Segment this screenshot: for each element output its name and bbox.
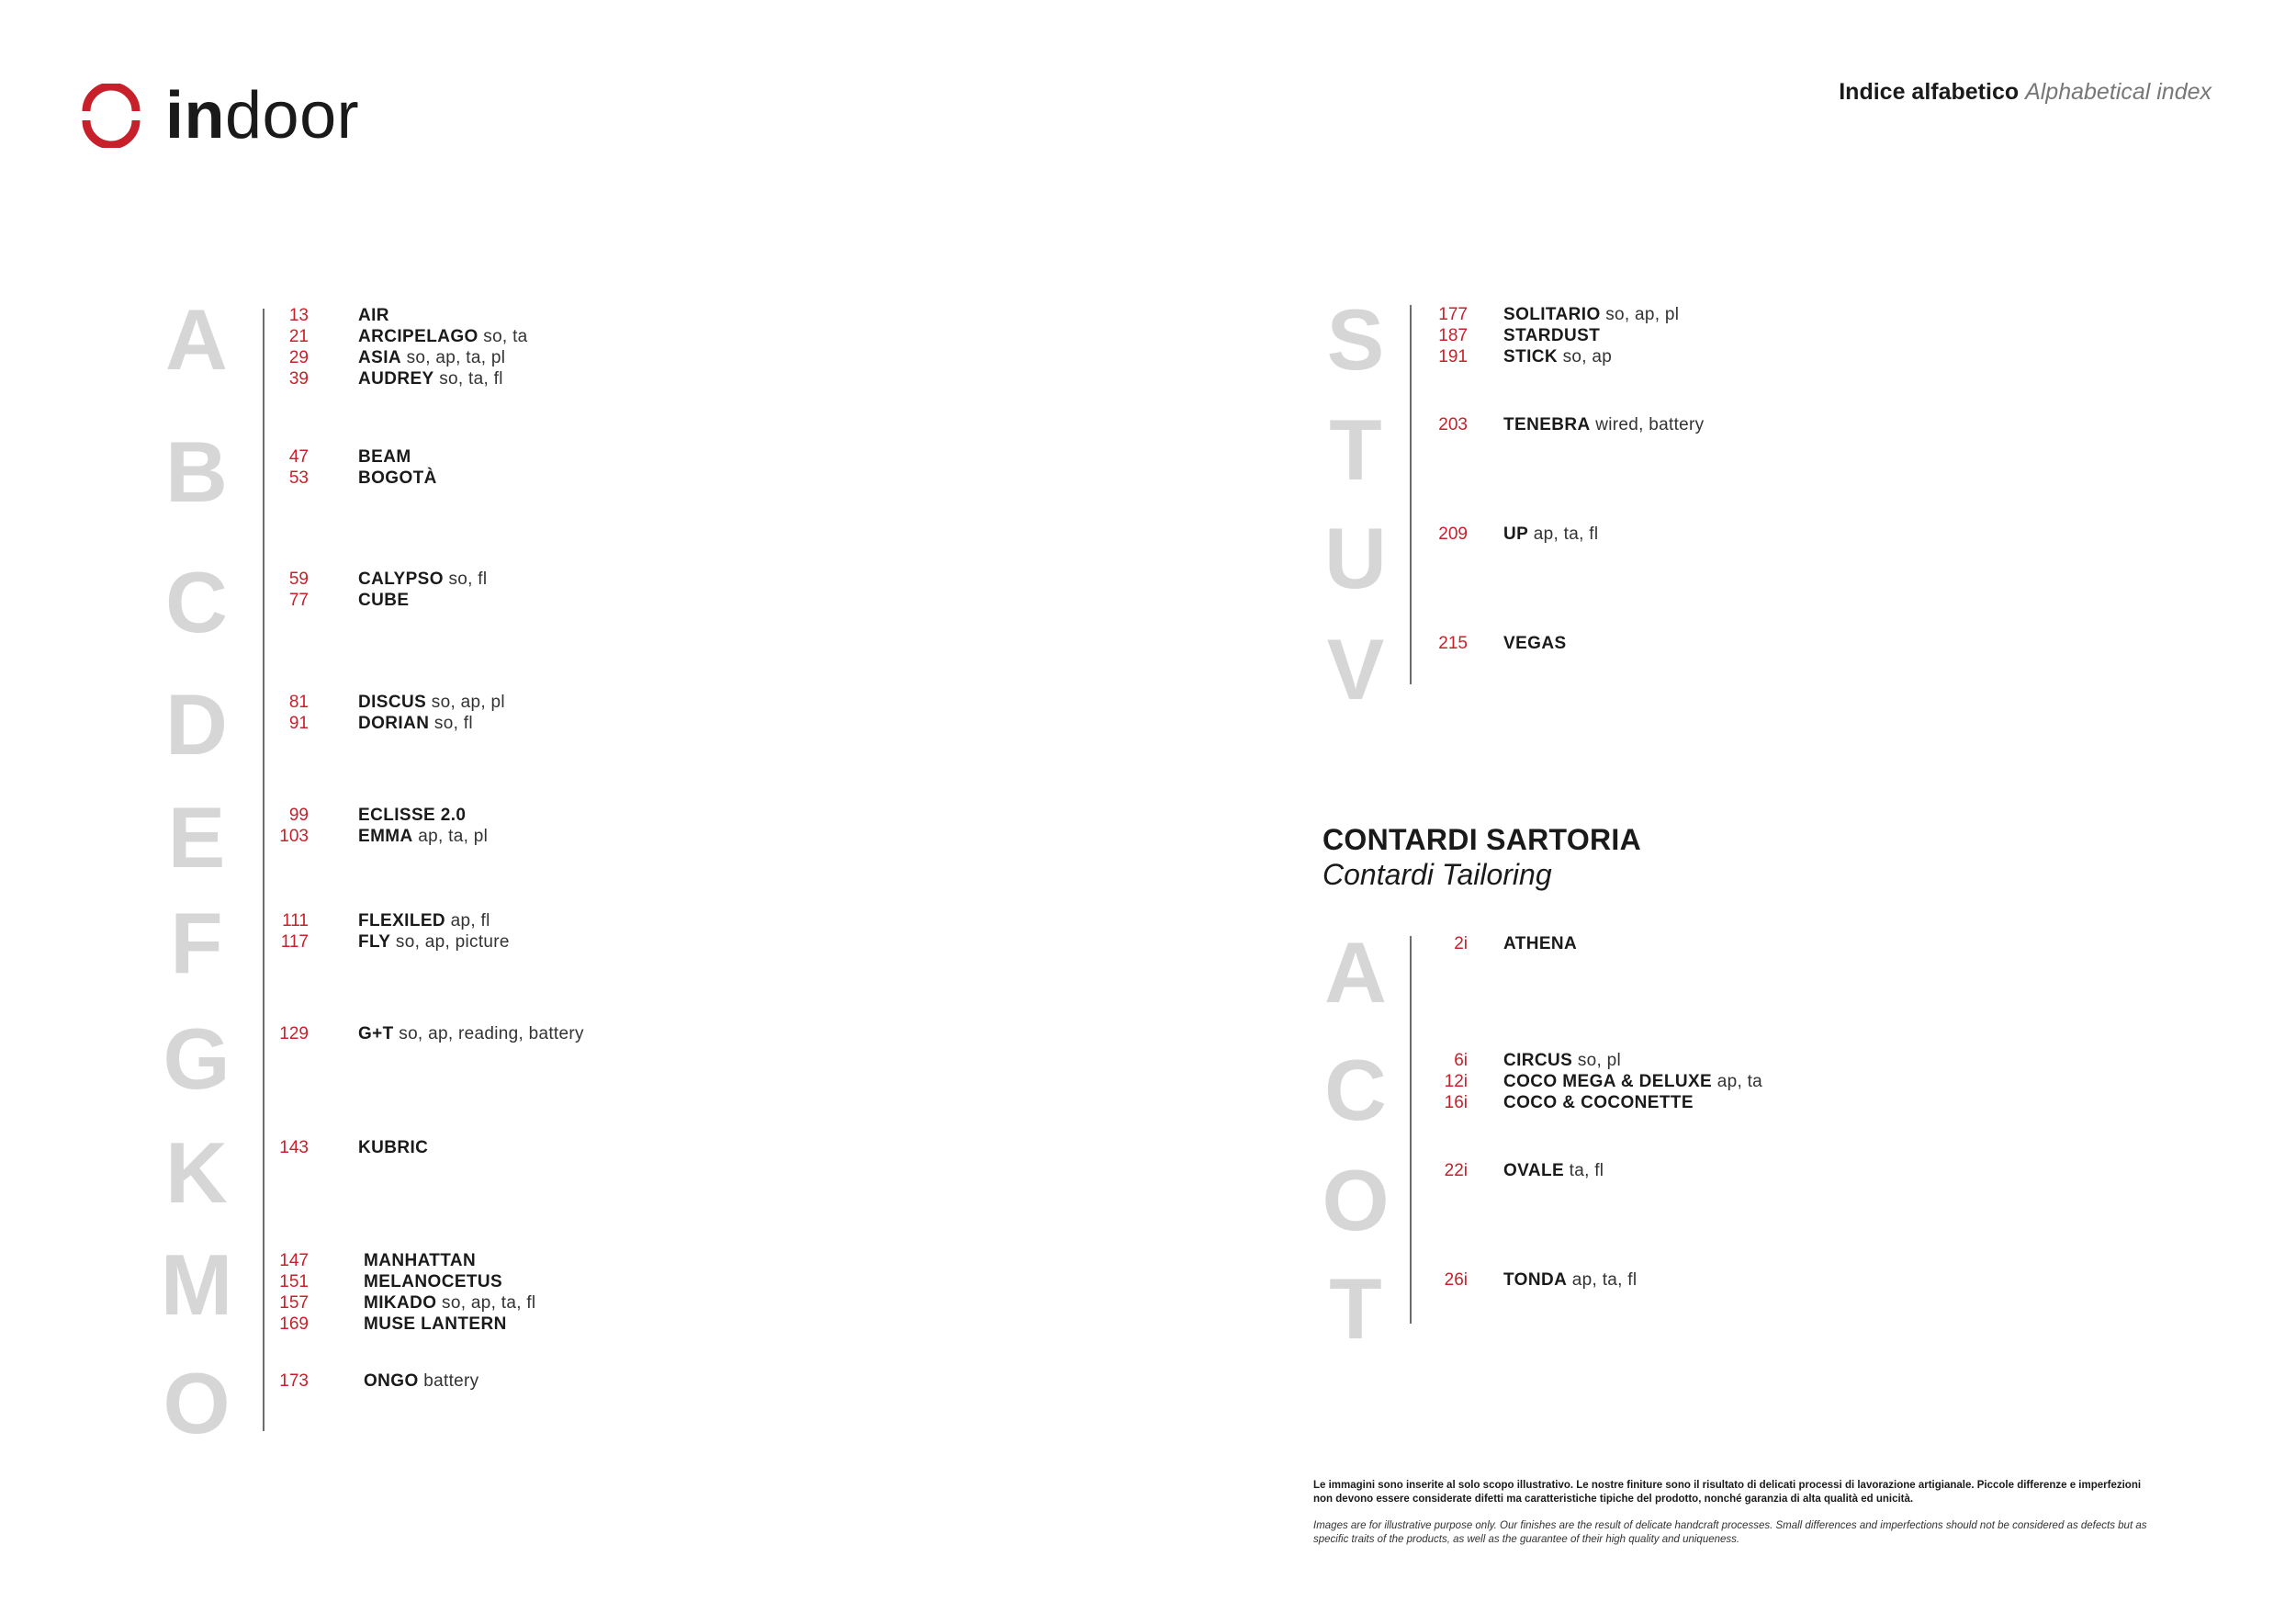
product-name-text: ARCIPELAGO <box>358 327 478 346</box>
page-title-italian: Indice alfabetico <box>1839 79 2020 105</box>
index-letter: O <box>163 1355 231 1451</box>
page-number: 53 <box>288 468 309 488</box>
product-name-text: TENEBRA <box>1503 415 1591 434</box>
product-name <box>358 305 389 327</box>
disclaimer <box>1313 1479 2158 1547</box>
product-types: so, ta <box>478 327 528 346</box>
page-number: 39 <box>288 369 309 389</box>
product-name-text: EMMA <box>358 827 413 846</box>
product-name <box>358 368 503 390</box>
product-name <box>358 1023 584 1045</box>
page-number: 169 <box>279 1314 309 1334</box>
page-number: 177 <box>1438 305 1468 324</box>
product-types: so, ta, fl <box>433 369 503 389</box>
product-name <box>358 569 487 591</box>
page-number: 12i <box>1444 1072 1468 1091</box>
brand-logo <box>79 81 359 151</box>
page-number: 29 <box>288 348 309 367</box>
product-name-text: DORIAN <box>358 714 430 733</box>
product-name <box>358 910 490 932</box>
product-name <box>358 446 411 468</box>
product-name <box>1503 1092 1694 1114</box>
product-name-text: AIR <box>358 306 389 325</box>
page-number: 147 <box>279 1251 309 1270</box>
product-types: so, fl <box>443 570 488 589</box>
index-letter: A <box>165 291 228 388</box>
page-number: 22i <box>1444 1161 1468 1180</box>
page-number: 81 <box>288 693 309 712</box>
page-number: 47 <box>288 447 309 467</box>
sartoria-subtitle: Contardi Tailoring <box>1322 858 1552 891</box>
product-types: so, ap, pl <box>1600 305 1680 324</box>
product-name-text: KUBRIC <box>358 1138 429 1157</box>
product-name <box>358 713 473 735</box>
product-name <box>364 1314 507 1336</box>
product-name <box>1503 633 1567 655</box>
page-number: 26i <box>1444 1270 1468 1290</box>
product-name-text: SOLITARIO <box>1503 305 1601 324</box>
product-types: so, ap <box>1558 347 1613 367</box>
product-name <box>1503 1050 1621 1072</box>
page-number: 129 <box>279 1024 309 1043</box>
ring-logo-icon <box>79 84 143 148</box>
page-number: 13 <box>288 306 309 325</box>
product-name-text: COCO MEGA & DELUXE <box>1503 1072 1713 1091</box>
page-number: 143 <box>279 1138 309 1157</box>
index-letter: T <box>1329 401 1382 498</box>
brand-wordmark-in: in <box>165 79 225 152</box>
page-title <box>1839 79 2212 106</box>
product-name <box>364 1292 535 1314</box>
product-name <box>1503 1071 1762 1093</box>
product-name <box>1503 1160 1604 1182</box>
product-name <box>364 1370 478 1393</box>
product-name-text: MUSE LANTERN <box>364 1314 507 1334</box>
product-types: so, ap, pl <box>426 693 505 712</box>
product-name-text: OVALE <box>1503 1161 1565 1180</box>
product-types: ap, ta, fl <box>1567 1270 1638 1290</box>
product-name <box>358 326 528 348</box>
index-letter: C <box>165 554 228 650</box>
index-letter: E <box>167 789 226 885</box>
product-name-text: MELANOCETUS <box>364 1272 503 1291</box>
product-name <box>358 826 488 848</box>
page-number: 2i <box>1454 934 1468 953</box>
page-number: 99 <box>288 806 309 825</box>
product-name-text: STICK <box>1503 347 1558 367</box>
product-types: wired, battery <box>1590 415 1705 434</box>
product-name-text: COCO & COCONETTE <box>1503 1093 1694 1112</box>
index-letter: D <box>165 676 228 773</box>
page-number: 6i <box>1454 1051 1468 1070</box>
disclaimer-italian: Le immagini sono inserite al solo scopo illustrativo. Le nostre finiture sono il risultato di delicati processi di lavorazione artigianale. Piccole differenze e imperfezioni non devono essere considerate difetti ma caratteristiche tipiche del prodotto, nonché garanzia di alta qualità ed unicità. <box>1313 1480 2142 1505</box>
page-number: 151 <box>279 1272 309 1291</box>
product-name-text: FLEXILED <box>358 911 446 930</box>
page-title-english: Alphabetical index <box>2025 79 2212 105</box>
page-number: 91 <box>288 714 309 733</box>
page-number: 59 <box>288 570 309 589</box>
page-number: 209 <box>1438 524 1468 544</box>
index-letter: T <box>1329 1260 1382 1357</box>
page-number: 203 <box>1438 415 1468 434</box>
product-name <box>358 931 510 953</box>
index-letter: K <box>165 1124 228 1221</box>
product-name <box>1503 325 1600 347</box>
product-name-text: BOGOTÀ <box>358 468 437 488</box>
product-name-text: BEAM <box>358 447 411 467</box>
product-name-text: CUBE <box>358 591 410 610</box>
product-types: ap, ta <box>1712 1072 1763 1091</box>
page-number: 103 <box>279 827 309 846</box>
product-name <box>358 347 505 369</box>
page-number: 187 <box>1438 326 1468 345</box>
index-letter: B <box>165 423 228 520</box>
brand-wordmark-door: door <box>224 79 360 152</box>
product-name-text: TONDA <box>1503 1270 1568 1290</box>
product-name-text: VEGAS <box>1503 634 1567 653</box>
product-name <box>364 1271 502 1293</box>
index-letter: F <box>170 895 223 991</box>
product-name-text: ASIA <box>358 348 401 367</box>
product-name <box>1503 346 1612 368</box>
product-name-text: CALYPSO <box>358 570 444 589</box>
sartoria-title: CONTARDI SARTORIA <box>1322 823 1642 856</box>
product-name <box>358 805 466 827</box>
page-number: 157 <box>279 1293 309 1313</box>
product-types: so, ap, ta, pl <box>401 348 506 367</box>
product-types: ta, fl <box>1564 1161 1604 1180</box>
product-name-text: AUDREY <box>358 369 434 389</box>
product-name-text: FLY <box>358 932 391 952</box>
product-types: ap, ta, fl <box>1528 524 1599 544</box>
product-name-text: ONGO <box>364 1371 419 1391</box>
product-name <box>358 1137 428 1159</box>
product-types: so, ap, reading, battery <box>393 1024 584 1043</box>
product-name <box>358 692 505 714</box>
index-letter: A <box>1324 924 1387 1021</box>
product-name <box>1503 414 1704 436</box>
index-letter: M <box>160 1236 233 1333</box>
page-number: 215 <box>1438 634 1468 653</box>
index-letter: C <box>1324 1042 1387 1138</box>
page-number: 21 <box>288 327 309 346</box>
product-types: battery <box>418 1371 479 1391</box>
page-number: 16i <box>1444 1093 1468 1112</box>
product-name <box>1503 304 1679 326</box>
index-letter: O <box>1322 1152 1390 1248</box>
product-name-text: MIKADO <box>364 1293 437 1313</box>
product-types: so, ap, ta, fl <box>436 1293 536 1313</box>
product-name <box>1503 933 1577 955</box>
product-types: so, ap, picture <box>390 932 510 952</box>
product-types: ap, fl <box>445 911 490 930</box>
page-number: 77 <box>288 591 309 610</box>
page-number: 117 <box>280 932 309 952</box>
index-letter: S <box>1326 291 1385 388</box>
page-number: 173 <box>279 1371 309 1391</box>
product-name <box>358 468 437 490</box>
product-name-text: DISCUS <box>358 693 427 712</box>
index-letter: U <box>1324 510 1387 606</box>
product-types: so, fl <box>429 714 473 733</box>
product-types: so, pl <box>1572 1051 1622 1070</box>
product-name <box>1503 524 1598 546</box>
product-name-text: STARDUST <box>1503 326 1601 345</box>
product-name <box>358 590 409 612</box>
product-name-text: UP <box>1503 524 1529 544</box>
product-name-text: ATHENA <box>1503 934 1578 953</box>
page-number: 111 <box>282 911 309 930</box>
disclaimer-english: Images are for illustrative purpose only. Our finishes are the result of delicate handcraft processes. Small differences and imperfections should not be considered as defects but as specific traits of the products, as well as the guarantee of their high quality and uniqueness. <box>1313 1520 2147 1545</box>
page-number: 191 <box>1438 347 1468 367</box>
brand-wordmark <box>165 79 360 152</box>
index-letter: G <box>163 1010 231 1107</box>
index-letter: V <box>1326 621 1385 717</box>
product-name <box>1503 1269 1637 1291</box>
product-name-text: CIRCUS <box>1503 1051 1573 1070</box>
product-types: ap, ta, pl <box>412 827 489 846</box>
product-name-text: ECLISSE 2.0 <box>358 806 467 825</box>
product-name-text: G+T <box>358 1024 394 1043</box>
product-name-text: MANHATTAN <box>364 1251 477 1270</box>
product-name <box>364 1250 476 1272</box>
